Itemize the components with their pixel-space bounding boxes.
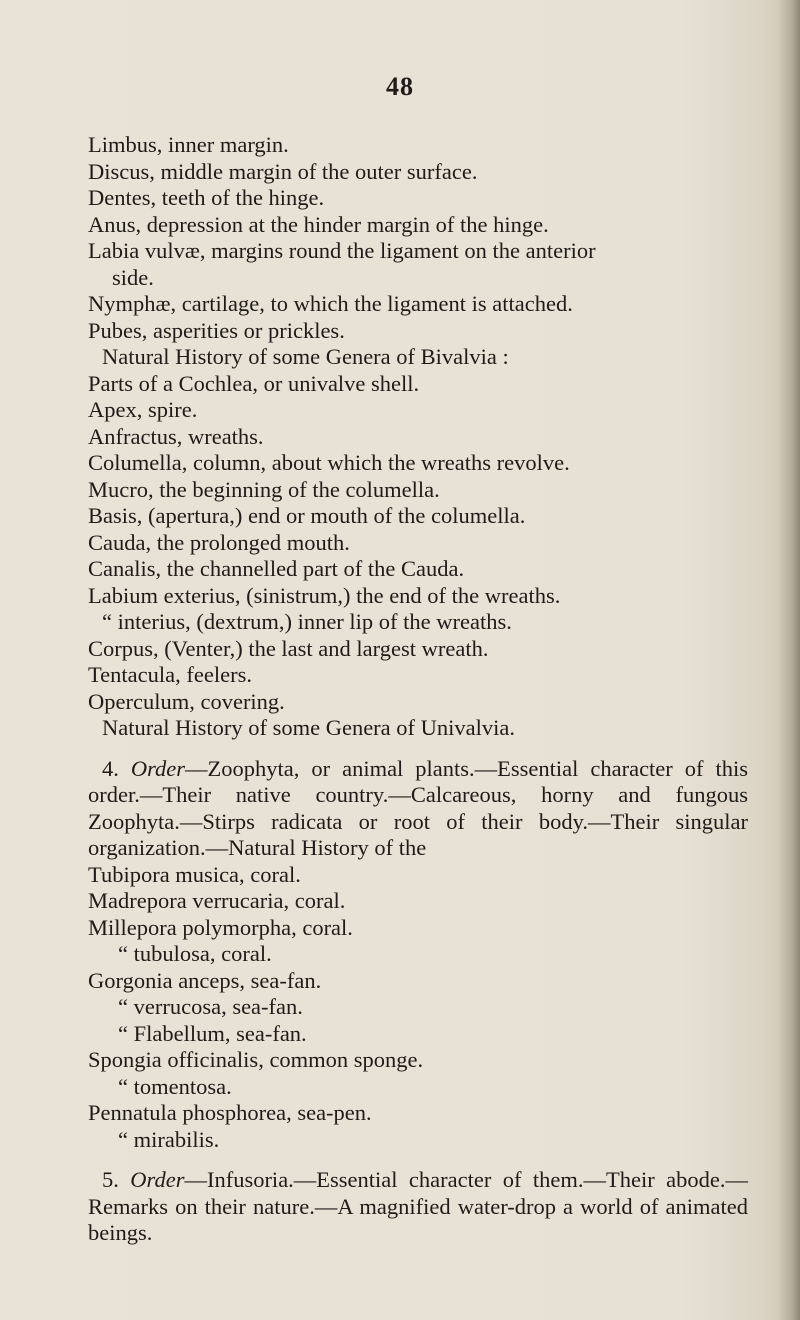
species-line: Spongia officinalis, common sponge. xyxy=(88,1047,424,1072)
glossary-line: Labia vulvæ, margins round the ligament on the anterior xyxy=(88,238,596,263)
glossary-line: Dentes, teeth of the hinge. xyxy=(88,185,325,210)
species-line: Gorgonia anceps, sea-fan. xyxy=(88,967,322,993)
species-line-ditto: “ mirabilis. xyxy=(118,1126,220,1152)
glossary-line: Columella, column, about which the wreaths revolve. xyxy=(88,450,570,475)
section-heading-bivalvia: Natural History of some Genera of Bivalvia : xyxy=(102,344,509,369)
order-4-number: 4. xyxy=(102,755,119,781)
glossary-line: Apex, spire. xyxy=(88,397,198,422)
glossary-line: Anus, depression at the hinder margin of the hinge. xyxy=(88,211,549,237)
order-5-text: —Infusoria.—Essential character of them.—Their abode.—Remarks on their nature.—A magnified water-drop a world of animated beings. xyxy=(88,1167,748,1245)
glossary-line: Corpus, (Venter,) the last and largest wreath. xyxy=(88,635,489,661)
species-line: Millepora polymorpha, coral. xyxy=(88,914,353,940)
species-line: Madrepora verrucaria, coral. xyxy=(88,888,346,913)
glossary-line-ditto: “ interius, (dextrum,) inner lip of the wreaths. xyxy=(102,609,512,634)
species-line: Tubipora musica, coral. xyxy=(88,861,301,887)
section-heading-univalvia: Natural History of some Genera of Univalvia. xyxy=(102,715,515,740)
glossary-line: Limbus, inner margin. xyxy=(88,132,289,157)
glossary-line: Pubes, asperities or prickles. xyxy=(88,317,345,343)
glossary-line: Operculum, covering. xyxy=(88,688,285,714)
glossary-line: Cauda, the prolonged mouth. xyxy=(88,529,350,555)
glossary-line: Labium exterius, (sinistrum,) the end of the wreaths. xyxy=(88,582,561,608)
glossary-line: Tentacula, feelers. xyxy=(88,662,252,687)
order-5-number: 5. xyxy=(102,1167,119,1192)
species-line-ditto: “ tomentosa. xyxy=(118,1073,232,1099)
species-line-ditto: “ Flabellum, sea-fan. xyxy=(118,1020,307,1046)
glossary-line: Nymphæ, cartilage, to which the ligament is attached. xyxy=(88,291,573,316)
species-line-ditto: “ tubulosa, coral. xyxy=(118,941,272,966)
glossary-line: Discus, middle margin of the outer surface. xyxy=(88,158,478,184)
glossary-line: Mucro, the beginning of the columella. xyxy=(88,476,440,502)
page-body xyxy=(88,132,748,1247)
order-4-text: —Zoophyta, or animal plants.—Essential character of this order.—Their native country.—Calcareous, horny and fungous Zoophyta.—Stirps radicata or root of their body.—Their singular organization.—Natural History of the xyxy=(88,755,748,860)
glossary-line: Basis, (apertura,) end or mouth of the columella. xyxy=(88,503,526,528)
page-number: 48 xyxy=(386,72,414,101)
glossary-line: Canalis, the channelled part of the Cauda. xyxy=(88,556,465,581)
glossary-line: Anfractus, wreaths. xyxy=(88,423,264,449)
species-line-ditto: “ verrucosa, sea-fan. xyxy=(118,994,303,1019)
species-line: Pennatula phosphorea, sea-pen. xyxy=(88,1100,372,1125)
glossary-line: Parts of a Cochlea, or univalve shell. xyxy=(88,370,420,396)
page-edge-shadow xyxy=(778,0,800,1320)
order-5-title: Order xyxy=(130,1167,185,1192)
glossary-line-continuation: side. xyxy=(112,264,154,290)
order-4-paragraph xyxy=(88,756,748,862)
order-5-paragraph xyxy=(88,1167,748,1247)
order-4-title: Order xyxy=(130,755,186,781)
